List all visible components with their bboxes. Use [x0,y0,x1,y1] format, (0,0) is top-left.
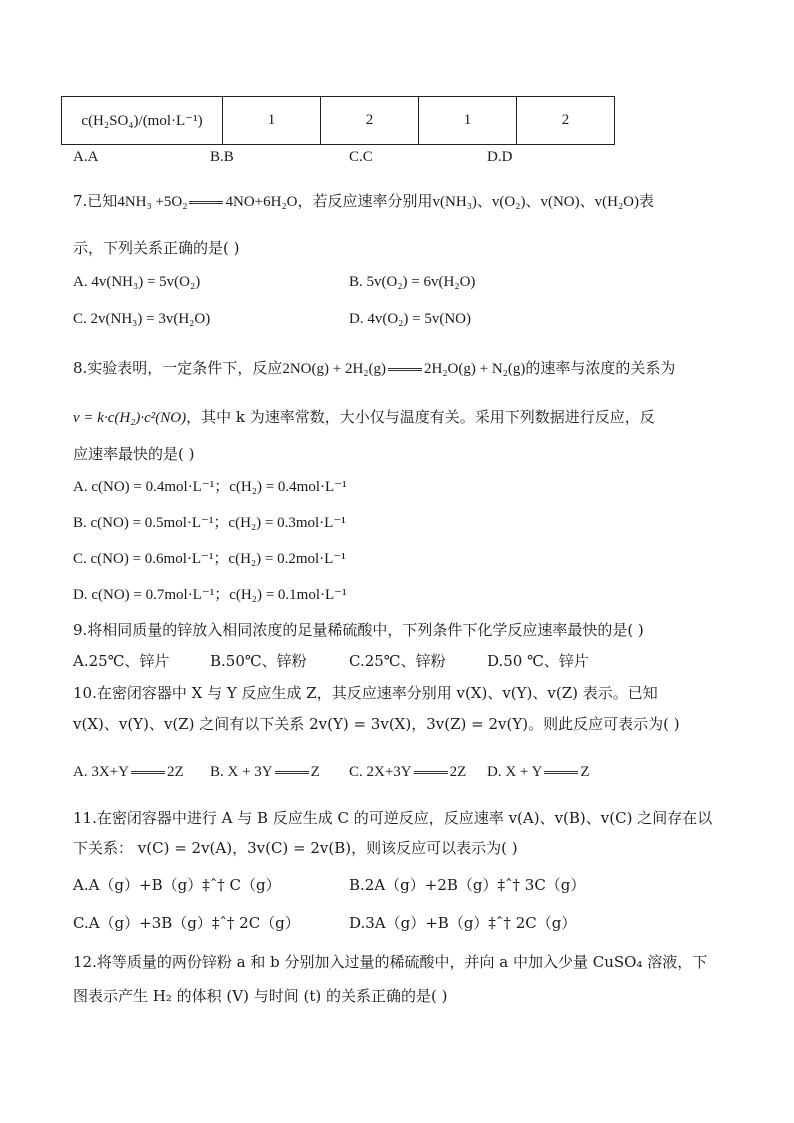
table-cell: 1 [419,97,517,145]
q8-prefix: 8.实验表明，一定条件下，反应 [73,359,283,377]
table-header-cell: c(H₂SO₄)/(mol·L⁻¹) [62,97,223,145]
q11-option-d[interactable]: D.3A（g）+B（g）‡ˆ† 2C（g） [349,914,577,932]
q7-stem [73,191,654,212]
q6-option-d[interactable]: D.D [487,149,513,165]
option-label: A. [73,764,88,780]
concentration-table [61,96,615,145]
q10-option-a[interactable] [73,762,184,782]
q10-option-b[interactable] [210,762,320,782]
q10-option-c[interactable] [349,762,466,782]
q6-option-c[interactable]: C.C [349,149,373,165]
equals-arrow-icon [544,771,578,774]
option-left: X + Y [505,764,543,780]
q9-option-d[interactable]: D.50 ℃、锌片 [487,652,589,670]
q9-stem: 9.将相同质量的锌放入相同浓度的足量稀硫酸中，下列条件下化学反应速率最快的是( ) [73,621,644,639]
q7-equation-left: 4NH₃ +5O₂ [117,194,188,210]
q7-prefix: 7.已知 [73,192,118,210]
q8-option-a[interactable]: A. c(NO) = 0.4mol·L⁻¹；c(H₂) = 0.4mol·L⁻¹ [73,479,347,495]
equals-arrow-icon [388,368,422,371]
q8-option-b[interactable]: B. c(NO) = 0.5mol·L⁻¹；c(H₂) = 0.3mol·L⁻¹ [73,515,346,531]
q7-option-b[interactable]: B. 5v(O₂) = 6v(H₂O) [349,274,476,290]
q8-rate-law: v = k·c(H₂)·c²(NO) [73,410,187,426]
option-right: 2Z [449,764,467,780]
option-left: X + 3Y [227,764,273,780]
option-label: D. [487,764,502,780]
q11-stem-line2: 下关系： v(C) = 2v(A)，3v(C) = 2v(B)，则该反应可以表示为( ) [73,839,518,857]
q6-option-a[interactable]: A.A [73,149,99,165]
q8-end: 的速率与浓度的关系为 [525,359,676,377]
option-right: 2Z [166,764,184,780]
table-cell: 2 [517,97,615,145]
option-right: Z [310,764,320,780]
q7-rates: v(NH₃)、v(O₂)、v(NO)、v(H₂O) [432,194,640,210]
q8-line2-text: ，其中 k 为速率常数，大小仅与温度有关。采用下列数据进行反应，反 [186,408,655,426]
q10-option-d[interactable] [487,762,590,782]
q7-mid: ，若反应速率分别用 [297,192,433,210]
equals-arrow-icon [189,201,223,204]
q8-option-c[interactable]: C. c(NO) = 0.6mol·L⁻¹；c(H₂) = 0.2mol·L⁻¹ [73,551,346,567]
q8-equation-left: 2NO(g) + 2H₂(g) [282,361,386,377]
q7-option-d[interactable]: D. 4v(O₂) = 5v(NO) [349,311,471,327]
q8-stem-line2 [73,407,655,428]
q9-option-b[interactable]: B.50℃、锌粉 [210,652,307,670]
q8-equation-right: 2H₂O(g) + N₂(g) [424,361,526,377]
q12-stem-line2: 图表示产生 H₂ 的体积 (V) 与时间 (t) 的关系正确的是( ) [73,987,448,1005]
q7-option-c[interactable]: C. 2v(NH₃) = 3v(H₂O) [73,311,211,327]
q11-option-a[interactable]: A.A（g）+B（g）‡ˆ† C（g） [73,876,281,894]
q6-option-b[interactable]: B.B [210,149,234,165]
option-label: B. [210,764,224,780]
q8-stem-line3: 应速率最快的是( ) [73,445,195,463]
q12-stem-line1: 12.将等质量的两份锌粉 a 和 b 分别加入过量的稀硫酸中，并向 a 中加入少量 CuSO₄ 溶液，下 [73,953,708,971]
table-row [62,97,615,145]
option-right: Z [580,764,590,780]
equals-arrow-icon [275,771,309,774]
q9-option-a[interactable]: A.25℃、锌片 [73,652,170,670]
table-cell: 1 [223,97,321,145]
q8-option-d[interactable]: D. c(NO) = 0.7mol·L⁻¹；c(H₂) = 0.1mol·L⁻¹ [73,587,347,603]
q11-stem-line1: 11.在密闭容器中进行 A 与 B 反应生成 C 的可逆反应，反应速率 v(A)、v(B)、v(C) 之间存在以 [73,809,713,827]
option-left: 2X+3Y [366,764,412,780]
table-cell: 2 [321,97,419,145]
q11-option-c[interactable]: C.A（g）+3B（g）‡ˆ† 2C（g） [73,914,300,932]
q7-option-a[interactable]: A. 4v(NH₃) = 5v(O₂) [73,274,201,290]
q10-stem-line1: 10.在密闭容器中 X 与 Y 反应生成 Z，其反应速率分别用 v(X)、v(Y)、v(Z) 表示。已知 [73,684,658,702]
equals-arrow-icon [131,771,165,774]
q7-end: 表 [639,192,655,210]
option-left: 3X+Y [91,764,129,780]
q10-stem-line2: v(X)、v(Y)、v(Z) 之间有以下关系 2v(Y) = 3v(X)，3v(Z) = 2v(Y)。则此反应可表示为( ) [73,715,680,733]
option-label: C. [349,764,363,780]
equals-arrow-icon [414,771,448,774]
q7-stem-line2: 示，下列关系正确的是( ) [73,239,240,257]
q11-option-b[interactable]: B.2A（g）+2B（g）‡ˆ† 3C（g） [349,876,586,894]
q7-equation-right: 4NO+6H₂O [225,194,298,210]
q9-option-c[interactable]: C.25℃、锌粉 [349,652,446,670]
q8-stem [73,358,675,379]
